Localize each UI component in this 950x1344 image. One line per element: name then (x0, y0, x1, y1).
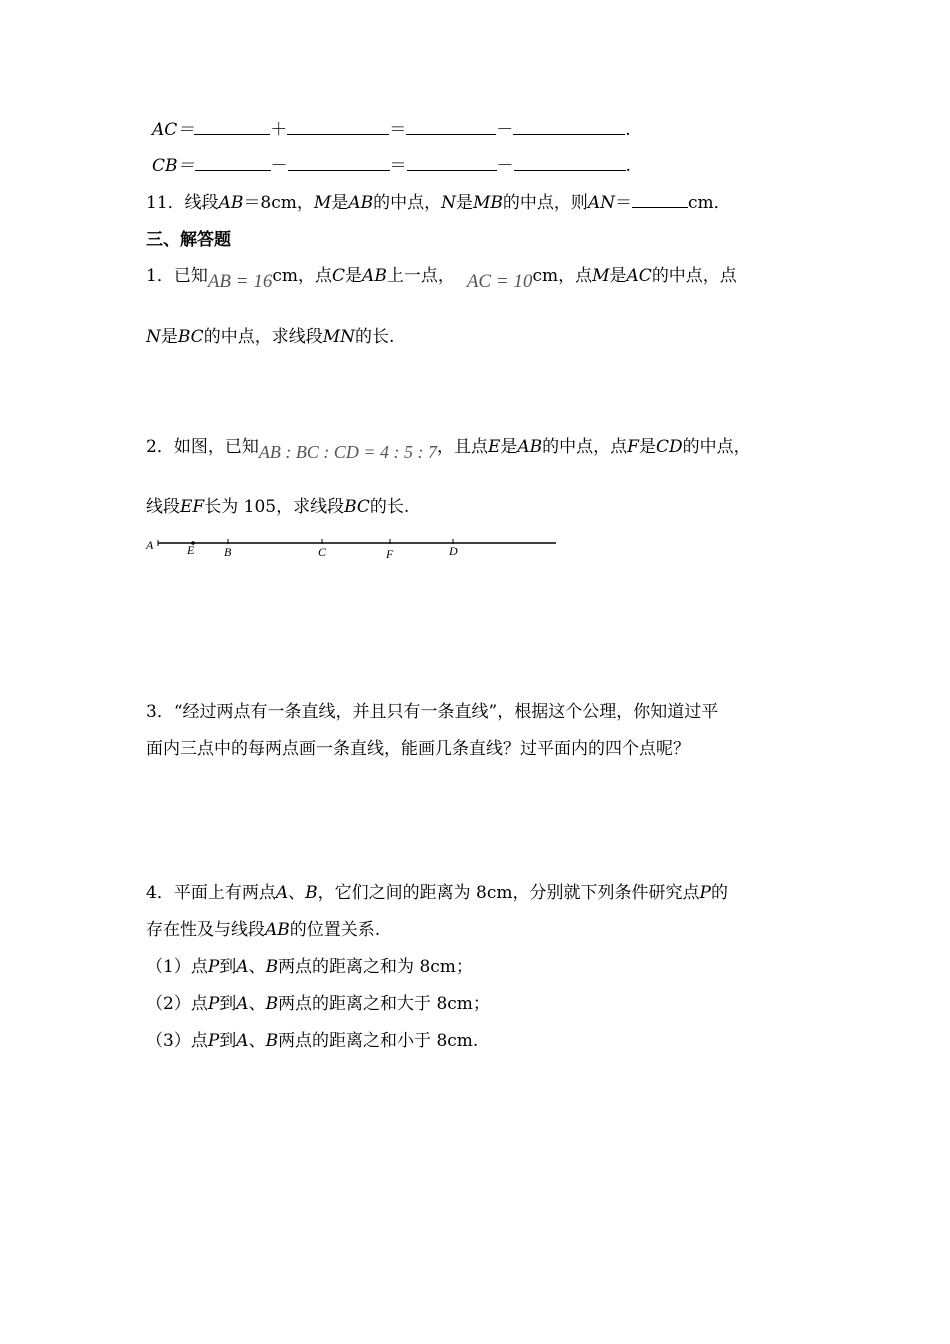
text: 的中点， (682, 437, 751, 457)
problem-1-line-2 (146, 325, 394, 349)
text: 4．平面上有两点 (146, 883, 276, 903)
problem-3-line-2: 面内三点中的每两点画一条直线，能画几条直线？过平面内的四个点呢？ (146, 739, 690, 759)
var-a: A (236, 1031, 249, 1051)
ratio-equation: AB : BC : CD = 4 : 5 : 7 (258, 442, 437, 462)
text: ，且点 (436, 437, 488, 457)
text: 、 (248, 994, 266, 1014)
condition-item-2 (146, 992, 490, 1016)
blank[interactable] (406, 119, 496, 135)
var-ab: AB (218, 193, 244, 213)
text: （1）点 (146, 957, 208, 977)
text: 的中点， (373, 193, 442, 213)
var-m: M (592, 266, 610, 286)
label-c: C (318, 545, 327, 559)
var-b: B (305, 883, 318, 903)
text: 是 (638, 437, 656, 457)
problem-1-line-1 (146, 264, 737, 292)
var-m: M (313, 193, 332, 213)
equation-ac: AC = 10 (466, 271, 533, 292)
var-bc: BC (344, 497, 370, 517)
cb-fill-line (152, 154, 631, 178)
text: ，它们之间的距离为 8cm，分别就下列条件研究点 (317, 883, 700, 903)
blank[interactable] (288, 155, 390, 171)
text: 是 (345, 266, 363, 286)
text: 2．如图，已知 (146, 437, 259, 457)
label-a: A (146, 538, 154, 552)
var-p: P (207, 994, 220, 1014)
text: 是 (500, 437, 518, 457)
blank[interactable] (195, 155, 271, 171)
plus-sign: ＋ (270, 120, 288, 140)
blank[interactable] (513, 119, 625, 135)
text: 是 (609, 266, 627, 286)
label-b: B (224, 545, 232, 559)
text: 、 (248, 957, 266, 977)
text: 两点的距离之和小于 8cm. (278, 1031, 479, 1051)
text: 两点的距离之和为 8cm； (278, 957, 473, 977)
label-e: E (187, 543, 195, 557)
var-e: E (487, 437, 501, 457)
blank[interactable] (287, 119, 389, 135)
text: cm． (688, 193, 731, 213)
var-p: P (207, 957, 220, 977)
text: 是 (160, 327, 178, 347)
text: 、 (248, 1031, 266, 1051)
problem-4-line-1 (146, 881, 728, 905)
var-c: C (332, 266, 346, 286)
cb-lhs: CB＝ (152, 156, 195, 176)
ac-fill-line (152, 118, 631, 142)
text: cm，点 (532, 266, 593, 286)
var-f: F (627, 437, 639, 457)
equals-sign: ＝ (389, 120, 407, 140)
text: 的位置关系. (289, 920, 381, 940)
text: 的长. (355, 327, 395, 347)
minus-sign: － (270, 156, 288, 176)
text: 两点的距离之和大于 8cm； (278, 994, 490, 1014)
section-heading: 三、解答题 (146, 230, 231, 250)
var-b: B (265, 1031, 279, 1051)
var-ab: AB (348, 193, 374, 213)
problem-2-line-2 (146, 495, 409, 519)
text: 存在性及与线段 (146, 920, 265, 940)
text: 的 (710, 883, 728, 903)
segment-figure (140, 532, 560, 564)
text: 是 (331, 193, 349, 213)
problem-3-line-1: 3．“经过两点有一条直线，并且只有一条直线”，根据这个公理，你知道过平 (146, 702, 719, 722)
var-cd: CD (655, 437, 683, 457)
text: 的中点，求线段 (203, 327, 323, 347)
var-ac: AC (626, 266, 652, 286)
text: cm，点 (272, 266, 333, 286)
question-11 (146, 191, 731, 215)
text: 的中点，则 (502, 193, 588, 213)
period: . (625, 120, 631, 140)
equation-ab: AB = 16 (207, 271, 273, 292)
var-a: A (236, 957, 249, 977)
var-p: P (207, 1031, 220, 1051)
var-a: A (236, 994, 249, 1014)
text: 上一点， (386, 266, 455, 286)
minus-sign: － (496, 156, 514, 176)
text: 1．已知 (146, 266, 208, 286)
text: 、 (288, 883, 306, 903)
blank[interactable] (632, 192, 688, 208)
text: 是 (455, 193, 473, 213)
label-f: F (386, 547, 394, 561)
period: . (625, 156, 631, 176)
text: 长为 105，求线段 (204, 497, 345, 517)
var-an: AN (587, 193, 616, 213)
equals-sign: ＝ (389, 156, 407, 176)
text: 11．线段 (146, 193, 219, 213)
text: ＝8cm， (243, 193, 314, 213)
text: （3）点 (146, 1031, 208, 1051)
var-n: N (146, 327, 161, 347)
text: ＝ (615, 193, 633, 213)
problem-4-line-2 (146, 918, 380, 942)
text: 到 (219, 994, 237, 1014)
var-b: B (265, 957, 279, 977)
text: 的中点，点 (542, 437, 628, 457)
var-p: P (699, 883, 711, 903)
var-mn: MN (322, 327, 355, 347)
problem-2-line-1 (146, 434, 751, 462)
var-ab: AB (517, 437, 543, 457)
text: 的中点，点 (651, 266, 737, 286)
condition-item-1 (146, 955, 473, 979)
minus-sign: － (496, 120, 514, 140)
text: 到 (219, 957, 237, 977)
text: （2）点 (146, 994, 208, 1014)
blank[interactable] (194, 119, 270, 135)
var-n: N (441, 193, 456, 213)
blank[interactable] (407, 155, 497, 171)
text: 的长. (369, 497, 410, 517)
ac-lhs: AC＝ (152, 120, 195, 140)
var-ab: AB (265, 920, 290, 940)
var-bc: BC (177, 327, 204, 347)
var-a: A (275, 883, 289, 903)
var-mb: MB (472, 193, 503, 213)
var-b: B (265, 994, 279, 1014)
var-ab: AB (362, 266, 387, 286)
blank[interactable] (514, 155, 626, 171)
text: 到 (219, 1031, 237, 1051)
label-d: D (449, 544, 458, 558)
condition-item-3 (146, 1029, 478, 1053)
var-ef: EF (180, 497, 205, 517)
text: 线段 (146, 497, 180, 517)
